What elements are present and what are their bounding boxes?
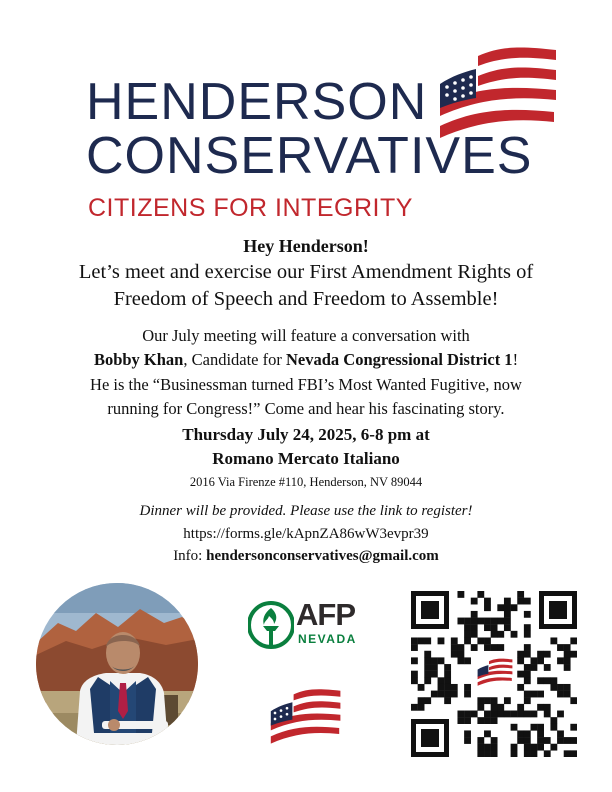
- qr-module: [418, 637, 425, 644]
- qr-module: [464, 624, 471, 631]
- qr-module: [464, 711, 471, 718]
- qr-module: [457, 591, 464, 598]
- qr-module: [438, 637, 445, 644]
- qr-module: [544, 737, 551, 744]
- qr-module: [544, 750, 551, 757]
- qr-module: [411, 704, 418, 711]
- qr-module: [491, 744, 498, 751]
- qr-module: [570, 724, 577, 731]
- qr-module: [424, 671, 431, 678]
- qr-module: [557, 684, 564, 691]
- qr-module: [524, 651, 531, 658]
- qr-module: [504, 611, 511, 618]
- american-flag-icon: [438, 42, 556, 152]
- district-name: Nevada Congressional District 1: [286, 350, 513, 369]
- qr-finder-top-right: [539, 591, 577, 629]
- qr-module: [411, 637, 418, 644]
- qr-module: [484, 604, 491, 611]
- qr-module: [484, 717, 491, 724]
- qr-module: [444, 671, 451, 678]
- qr-module: [464, 691, 471, 698]
- qr-module: [491, 711, 498, 718]
- qr-module: [411, 657, 418, 664]
- qr-module: [550, 724, 557, 731]
- qr-module: [550, 744, 557, 751]
- greeting-heading: Hey Henderson!: [243, 236, 369, 256]
- qr-module: [484, 750, 491, 757]
- qr-module: [511, 750, 518, 757]
- qr-module: [531, 711, 538, 718]
- qr-module: [484, 744, 491, 751]
- qr-module: [464, 684, 471, 691]
- qr-module: [424, 657, 431, 664]
- qr-module: [464, 637, 471, 644]
- qr-module: [537, 724, 544, 731]
- qr-module: [564, 737, 571, 744]
- qr-module: [550, 637, 557, 644]
- body-line-3: He is the “Businessman turned FBI’s Most Wanted Fugitive, now: [90, 375, 522, 394]
- qr-module: [531, 664, 538, 671]
- qr-module: [477, 704, 484, 711]
- qr-module: [544, 651, 551, 658]
- qr-module: [431, 657, 438, 664]
- qr-module: [457, 644, 464, 651]
- qr-module: [451, 651, 458, 658]
- qr-module: [524, 744, 531, 751]
- qr-module: [564, 644, 571, 651]
- qr-module: [570, 637, 577, 644]
- qr-module: [537, 677, 544, 684]
- qr-module: [517, 657, 524, 664]
- qr-module: [491, 644, 498, 651]
- qr-module: [438, 677, 445, 684]
- qr-module: [471, 624, 478, 631]
- info-label: Info:: [173, 548, 207, 564]
- qr-module: [471, 631, 478, 638]
- qr-module: [511, 744, 518, 751]
- qr-module: [491, 624, 498, 631]
- intro-line-1: Let’s meet and exercise our First Amendment Rights of: [78, 261, 534, 283]
- qr-module: [511, 631, 518, 638]
- qr-module: [464, 737, 471, 744]
- qr-module: [497, 704, 504, 711]
- qr-module: [544, 664, 551, 671]
- afp-nevada-logo: [248, 597, 366, 652]
- qr-module: [457, 711, 464, 718]
- qr-module: [424, 637, 431, 644]
- qr-module: [464, 631, 471, 638]
- org-name-line-2: CONSERVATIVES: [86, 127, 533, 185]
- qr-module: [451, 637, 458, 644]
- qr-module: [524, 611, 531, 618]
- qr-module: [537, 657, 544, 664]
- qr-module: [491, 697, 498, 704]
- qr-module: [557, 711, 564, 718]
- qr-module: [511, 711, 518, 718]
- qr-module: [524, 691, 531, 698]
- qr-module: [550, 717, 557, 724]
- qr-module: [537, 651, 544, 658]
- qr-module: [504, 604, 511, 611]
- qr-module: [564, 651, 571, 658]
- qr-module: [471, 598, 478, 605]
- qr-module: [497, 631, 504, 638]
- qr-module: [451, 684, 458, 691]
- qr-module: [504, 598, 511, 605]
- qr-module: [411, 671, 418, 678]
- qr-finder-bottom-left: [411, 719, 449, 757]
- qr-module: [524, 644, 531, 651]
- qr-module: [471, 644, 478, 651]
- qr-module: [524, 671, 531, 678]
- qr-module: [444, 664, 451, 671]
- qr-module: [564, 684, 571, 691]
- body-line-4: running for Congress!” Come and hear his fascinating story.: [107, 399, 505, 418]
- qr-module: [531, 750, 538, 757]
- qr-module: [557, 691, 564, 698]
- qr-module: [418, 704, 425, 711]
- event-date: Thursday July 24, 2025, 6-8 pm at: [182, 425, 430, 444]
- qr-module: [477, 697, 484, 704]
- qr-module: [524, 737, 531, 744]
- qr-module: [517, 730, 524, 737]
- org-tagline: CITIZENS FOR INTEGRITY: [88, 194, 413, 222]
- qr-module: [418, 697, 425, 704]
- dinner-note: Dinner will be provided. Please use the link to register!: [139, 503, 473, 519]
- qr-module: [537, 704, 544, 711]
- qr-module: [491, 618, 498, 625]
- qr-module: [438, 691, 445, 698]
- qr-module: [457, 618, 464, 625]
- qr-module: [471, 618, 478, 625]
- qr-code[interactable]: [411, 591, 577, 757]
- qr-module: [531, 691, 538, 698]
- qr-module: [477, 637, 484, 644]
- qr-module: [504, 711, 511, 718]
- qr-module: [517, 671, 524, 678]
- venue-address: 2016 Via Firenze #110, Henderson, NV 89044: [189, 475, 423, 489]
- intro-line-2: Freedom of Speech and Freedom to Assemble!: [113, 288, 499, 310]
- qr-module: [491, 737, 498, 744]
- qr-module: [517, 651, 524, 658]
- qr-module: [471, 711, 478, 718]
- qr-module: [477, 591, 484, 598]
- speaker-photo: [36, 583, 198, 745]
- qr-module: [457, 717, 464, 724]
- qr-module: [517, 591, 524, 598]
- qr-module: [477, 618, 484, 625]
- qr-module: [424, 697, 431, 704]
- qr-module: [484, 697, 491, 704]
- qr-module: [537, 691, 544, 698]
- contact-email[interactable]: hendersonconservatives@gmail.com: [206, 548, 439, 564]
- qr-module: [491, 750, 498, 757]
- qr-module: [557, 737, 564, 744]
- qr-module: [504, 618, 511, 625]
- qr-module: [477, 737, 484, 744]
- qr-module: [471, 611, 478, 618]
- qr-module: [570, 697, 577, 704]
- qr-module: [564, 750, 571, 757]
- qr-module: [444, 691, 451, 698]
- qr-module: [484, 598, 491, 605]
- qr-module: [451, 644, 458, 651]
- qr-module: [570, 737, 577, 744]
- qr-module: [531, 657, 538, 664]
- qr-module: [524, 664, 531, 671]
- qr-module: [491, 631, 498, 638]
- torch-icon: [248, 600, 294, 650]
- qr-module: [484, 644, 491, 651]
- qr-module: [524, 750, 531, 757]
- qr-module: [491, 717, 498, 724]
- qr-module: [457, 657, 464, 664]
- qr-module: [491, 704, 498, 711]
- qr-module: [557, 657, 564, 664]
- qr-module: [544, 711, 551, 718]
- qr-module: [517, 684, 524, 691]
- qr-module: [424, 677, 431, 684]
- qr-module: [464, 730, 471, 737]
- body-line-2: [0, 350, 612, 370]
- qr-module: [517, 737, 524, 744]
- qr-module: [517, 598, 524, 605]
- qr-module: [504, 624, 511, 631]
- qr-module: [497, 604, 504, 611]
- qr-module: [497, 618, 504, 625]
- qr-module: [418, 684, 425, 691]
- qr-module: [550, 677, 557, 684]
- qr-module: [431, 691, 438, 698]
- qr-module: [484, 711, 491, 718]
- qr-module: [524, 631, 531, 638]
- qr-module: [517, 704, 524, 711]
- qr-module: [484, 618, 491, 625]
- qr-module: [531, 724, 538, 731]
- qr-module: [524, 730, 531, 737]
- qr-module: [564, 657, 571, 664]
- qr-module: [524, 677, 531, 684]
- qr-module: [451, 691, 458, 698]
- qr-module: [444, 677, 451, 684]
- qr-module: [431, 664, 438, 671]
- qr-module: [438, 684, 445, 691]
- qr-module: [557, 644, 564, 651]
- qr-module: [484, 624, 491, 631]
- qr-module: [537, 744, 544, 751]
- speaker-role-text: , Candidate for: [183, 350, 286, 369]
- qr-module: [477, 717, 484, 724]
- qr-module: [524, 697, 531, 704]
- qr-finder-top-left: [411, 591, 449, 629]
- qr-module: [557, 730, 564, 737]
- qr-module: [544, 677, 551, 684]
- qr-module: [504, 697, 511, 704]
- qr-module: [550, 684, 557, 691]
- qr-module: [457, 651, 464, 658]
- qr-module: [464, 618, 471, 625]
- qr-module: [537, 737, 544, 744]
- qr-module: [511, 724, 518, 731]
- qr-module: [484, 730, 491, 737]
- american-flag-icon: [268, 686, 342, 752]
- qr-module: [517, 711, 524, 718]
- org-name-line-1: HENDERSON: [86, 73, 428, 131]
- qr-module: [497, 711, 504, 718]
- afp-wordmark: AFP: [296, 597, 355, 632]
- qr-module: [544, 704, 551, 711]
- qr-module: [411, 677, 418, 684]
- qr-module: [531, 744, 538, 751]
- qr-module: [424, 664, 431, 671]
- qr-module: [484, 637, 491, 644]
- qr-module: [438, 657, 445, 664]
- speaker-name: Bobby Khan: [93, 350, 184, 369]
- qr-module: [570, 750, 577, 757]
- qr-module: [477, 750, 484, 757]
- qr-module: [444, 684, 451, 691]
- qr-module: [511, 604, 518, 611]
- afp-state-label: NEVADA: [298, 632, 357, 646]
- info-line: [0, 548, 612, 565]
- qr-module: [537, 730, 544, 737]
- qr-module: [524, 624, 531, 631]
- qr-module: [524, 711, 531, 718]
- qr-module: [570, 651, 577, 658]
- qr-module: [564, 664, 571, 671]
- qr-module: [464, 657, 471, 664]
- qr-module: [564, 691, 571, 698]
- qr-module: [464, 717, 471, 724]
- qr-module: [411, 644, 418, 651]
- qr-module: [524, 598, 531, 605]
- body-line-1: Our July meeting will feature a conversation with: [142, 326, 470, 345]
- qr-module: [424, 651, 431, 658]
- qr-module: [431, 671, 438, 678]
- registration-link[interactable]: https://forms.gle/kApnZA86wW3evpr39: [183, 526, 429, 542]
- qr-module: [444, 697, 451, 704]
- qr-module: [477, 744, 484, 751]
- body-line-2-end: !: [512, 350, 519, 369]
- qr-module: [497, 644, 504, 651]
- venue-name: Romano Mercato Italiano: [212, 449, 400, 468]
